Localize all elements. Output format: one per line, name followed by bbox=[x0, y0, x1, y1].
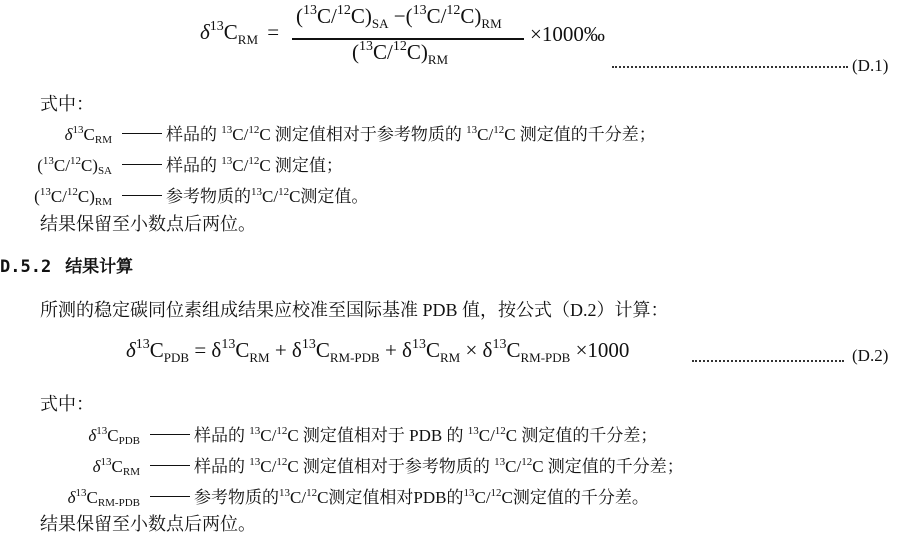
formula-d2-leader bbox=[692, 360, 844, 362]
def2-symbol: $\delta^{13}C_{RM-PDB}$ bbox=[67, 487, 140, 509]
section-heading bbox=[0, 252, 133, 277]
em-dash bbox=[150, 496, 190, 497]
def1-row-ratio-sa: $(^{13}C/^{12}C)_{SA}$ 样品的 $^{13}$C/$^{12}$C 测定值； bbox=[0, 151, 343, 176]
result-note-2: 结果保留至小数点后两位。 bbox=[40, 514, 256, 534]
def2-row-delta-rm-pdb: $\delta^{13}C_{RM-PDB}$ 参考物质的$^{13}$C/$^{12}$C测定值相对PDB的$^{13}$C/$^{12}$C测定值的千分差。 bbox=[0, 483, 649, 508]
result-note-1: 结果保留至小数点后两位。 bbox=[40, 214, 256, 234]
formula-d1-multiplier: ×1000‰ bbox=[530, 22, 605, 46]
section-title: 结果计算 bbox=[65, 257, 134, 277]
formula-d1-number: (D.1) bbox=[852, 56, 889, 75]
em-dash bbox=[122, 164, 162, 165]
em-dash bbox=[150, 465, 190, 466]
where-label-1: 式中： bbox=[40, 94, 94, 114]
def1-symbol: $\delta^{13}C_{RM}$ bbox=[64, 124, 112, 146]
def2-symbol: $\delta^{13}C_{PDB}$ bbox=[88, 425, 140, 447]
formula-d1-denominator: $(^{13}C/^{12}C)_{RM}$ bbox=[352, 39, 449, 67]
def1-symbol: $(^{13}C/^{12}C)_{SA}$ bbox=[37, 155, 112, 177]
def2-symbol: $\delta^{13}C_{RM}$ bbox=[92, 456, 140, 478]
section-number: D.5.2 bbox=[0, 257, 52, 277]
formula-d1-leader bbox=[612, 66, 848, 68]
formula-d1-lhs: $\delta^{13}C_{RM}$ = bbox=[200, 19, 280, 47]
em-dash bbox=[122, 133, 162, 134]
def2-row-delta-rm: $\delta^{13}C_{RM}$ 样品的 $^{13}$C/$^{12}$C 测定值相对于参考物质的 $^{13}$C/$^{12}$C 测定值的千分差； bbox=[0, 452, 684, 477]
def1-row-ratio-rm: $(^{13}C/^{12}C)_{RM}$ 参考物质的$^{13}$C/$^{12}$C测定值。 bbox=[0, 182, 368, 207]
formula-d2-number: (D.2) bbox=[852, 346, 889, 365]
formula-d2: $\delta^{13}C_{PDB} = \delta^{13}C_{RM} + \delta^{13}C_{RM-PDB} + \delta^{13}C_{RM} \times \delta^{13}C_{RM-PDB} \times 1000$ bbox=[126, 337, 630, 365]
formula-d1-numerator: $(^{13}C/^{12}C)_{SA} -(^{13}C/^{12}C)_{RM}$ bbox=[296, 3, 502, 31]
em-dash bbox=[150, 434, 190, 435]
def1-symbol: $(^{13}C/^{12}C)_{RM}$ bbox=[34, 186, 112, 208]
def1-row-delta-rm: $\delta^{13}C_{RM}$ 样品的 $^{13}$C/$^{12}$C 测定值相对于参考物质的 $^{13}$C/$^{12}$C 测定值的千分差； bbox=[0, 120, 656, 145]
def2-row-delta-pdb: $\delta^{13}C_{PDB}$ 样品的 $^{13}$C/$^{12}$C 测定值相对于 PDB 的 $^{13}$C/$^{12}$C 测定值的千分差； bbox=[0, 421, 657, 446]
intro-paragraph: 所测的稳定碳同位素组成结果应校准至国际基准 PDB 值，按公式（D.2）计算： bbox=[40, 300, 669, 320]
em-dash bbox=[122, 195, 162, 196]
where-label-2: 式中： bbox=[40, 394, 94, 414]
